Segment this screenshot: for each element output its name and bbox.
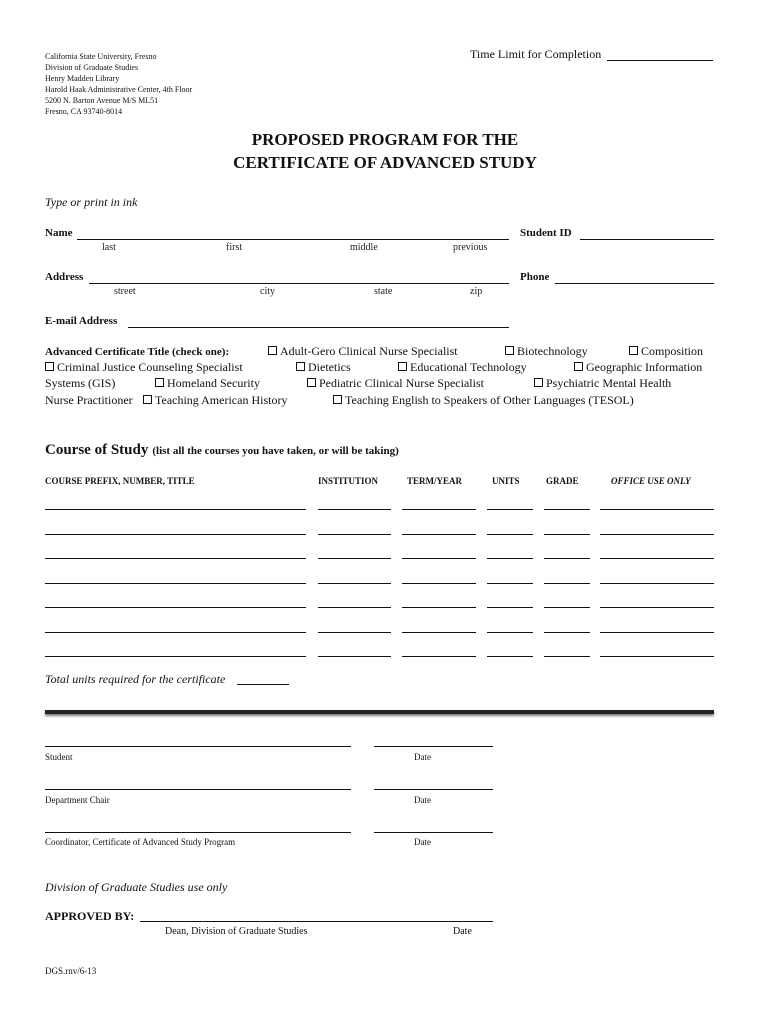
email-field[interactable]	[128, 327, 509, 328]
course-of-study-title: Course of Study	[45, 442, 149, 458]
address-part-city: city	[260, 286, 275, 297]
column-header-office-use: OFFICE USE ONLY	[611, 476, 691, 486]
option-educational-technology[interactable]: Educational Technology	[398, 360, 527, 375]
address-line: 5200 N. Barton Avenue M/S ML51	[45, 96, 159, 105]
address-line: Henry Madden Library	[45, 74, 120, 83]
coordinator-signature-label: Coordinator, Certificate of Advanced Study Program	[45, 837, 236, 847]
course-row-cell[interactable]	[487, 558, 533, 559]
checkbox[interactable]	[296, 362, 305, 371]
approved-by-field[interactable]	[140, 921, 493, 922]
column-header-term-year: TERM/YEAR	[407, 476, 463, 486]
course-row-cell[interactable]	[402, 632, 476, 633]
course-row-cell[interactable]	[487, 607, 533, 608]
address-block	[45, 51, 192, 117]
address-label: Address	[45, 271, 84, 283]
address-part-zip: zip	[470, 286, 483, 297]
name-part-middle: middle	[350, 242, 378, 253]
coordinator-date-field[interactable]	[374, 832, 493, 833]
course-row-cell[interactable]	[487, 509, 533, 510]
course-row-cell[interactable]	[600, 607, 714, 608]
checkbox[interactable]	[534, 378, 543, 387]
office-use-label: Division of Graduate Studies use only	[45, 880, 228, 894]
course-row-cell[interactable]	[402, 656, 476, 657]
student-id-field[interactable]	[580, 239, 714, 240]
time-limit-field[interactable]	[607, 60, 713, 61]
checkbox[interactable]	[629, 346, 638, 355]
course-row-cell[interactable]	[318, 656, 391, 657]
option-teaching-american-history[interactable]: Teaching American History	[143, 393, 287, 408]
student-signature-field[interactable]	[45, 746, 351, 747]
checkbox[interactable]	[268, 346, 277, 355]
column-header-grade: GRADE	[546, 476, 579, 486]
course-row-cell[interactable]	[45, 632, 306, 633]
student-id-label: Student ID	[520, 227, 572, 239]
course-row-cell[interactable]	[318, 607, 391, 608]
student-date-field[interactable]	[374, 746, 493, 747]
course-row-cell[interactable]	[544, 558, 590, 559]
option-criminal-justice[interactable]: Criminal Justice Counseling Specialist	[45, 360, 243, 375]
course-row-cell[interactable]	[402, 509, 476, 510]
course-row-cell[interactable]	[402, 583, 476, 584]
column-header-units: UNITS	[492, 476, 520, 486]
checkbox[interactable]	[45, 362, 54, 371]
course-row-cell[interactable]	[544, 534, 590, 535]
instruction-text: Type or print in ink	[45, 195, 138, 209]
chair-signature-label: Department Chair	[45, 795, 110, 805]
option-tesol[interactable]: Teaching English to Speakers of Other Languages (TESOL)	[333, 393, 634, 408]
coordinator-signature-field[interactable]	[45, 832, 351, 833]
course-row-cell[interactable]	[544, 656, 590, 657]
course-row-cell[interactable]	[318, 509, 391, 510]
section-divider	[45, 710, 714, 714]
option-biotechnology[interactable]: Biotechnology	[505, 344, 588, 359]
course-row-cell[interactable]	[544, 632, 590, 633]
chair-signature-field[interactable]	[45, 789, 351, 790]
course-row-cell[interactable]	[487, 583, 533, 584]
checkbox[interactable]	[143, 395, 152, 404]
coordinator-date-label: Date	[414, 837, 431, 847]
option-adult-gero[interactable]: Adult-Gero Clinical Nurse Specialist	[268, 344, 458, 359]
total-units-field[interactable]	[237, 684, 289, 685]
checkbox[interactable]	[398, 362, 407, 371]
course-of-study-note: (list all the courses you have taken, or will be taking)	[152, 445, 399, 457]
course-row-cell[interactable]	[544, 509, 590, 510]
page-title	[0, 128, 770, 174]
address-line: Harold Haak Administrative Center, 4th Floor	[45, 85, 193, 94]
name-part-first: first	[226, 242, 243, 253]
column-header-institution: INSTITUTION	[318, 476, 379, 486]
course-row-cell[interactable]	[45, 656, 306, 657]
name-label: Name	[45, 227, 73, 239]
course-row-cell[interactable]	[544, 583, 590, 584]
course-row-cell[interactable]	[45, 583, 306, 584]
course-row-cell[interactable]	[402, 607, 476, 608]
course-row-cell[interactable]	[600, 534, 714, 535]
approved-by-label: APPROVED BY:	[45, 909, 135, 923]
option-psychiatric-continued: Nurse Practitioner	[45, 393, 133, 407]
email-label: E-mail Address	[45, 315, 118, 327]
course-row-cell[interactable]	[45, 509, 306, 510]
name-part-previous: previous	[453, 242, 488, 253]
certificate-label: Advanced Certificate Title (check one):	[45, 346, 230, 358]
form-code: DGS.rnv/6-13	[45, 966, 97, 976]
dean-label: Dean, Division of Graduate Studies	[165, 926, 308, 937]
course-row-cell[interactable]	[600, 656, 714, 657]
option-homeland-security[interactable]: Homeland Security	[155, 376, 260, 391]
course-of-study-heading	[45, 441, 399, 459]
course-row-cell[interactable]	[318, 632, 391, 633]
dean-date-label: Date	[453, 926, 472, 937]
student-date-label: Date	[414, 752, 431, 762]
title-line-1: PROPOSED PROGRAM FOR THE	[251, 130, 519, 149]
name-part-last: last	[102, 242, 116, 253]
course-row-cell[interactable]	[318, 534, 391, 535]
option-gis[interactable]: Geographic Information	[574, 360, 702, 375]
course-row-cell[interactable]	[402, 558, 476, 559]
checkbox[interactable]	[307, 378, 316, 387]
address-line: Division of Graduate Studies	[45, 63, 139, 72]
student-signature-label: Student	[45, 752, 73, 762]
course-row-cell[interactable]	[487, 656, 533, 657]
option-gis-continued: Systems (GIS)	[45, 376, 116, 390]
option-composition[interactable]: Composition	[629, 344, 703, 359]
title-line-2: CERTIFICATE OF ADVANCED STUDY	[233, 153, 537, 172]
chair-date-field[interactable]	[374, 789, 493, 790]
address-part-street: street	[114, 286, 136, 297]
course-row-cell[interactable]	[45, 607, 306, 608]
course-row-cell[interactable]	[544, 607, 590, 608]
course-row-cell[interactable]	[600, 509, 714, 510]
column-header-course: COURSE PREFIX, NUMBER, TITLE	[45, 476, 195, 486]
course-row-cell[interactable]	[600, 558, 714, 559]
course-row-cell[interactable]	[487, 534, 533, 535]
phone-label: Phone	[520, 271, 550, 283]
address-line: California State University, Fresno	[45, 52, 157, 61]
checkbox[interactable]	[574, 362, 583, 371]
checkbox[interactable]	[505, 346, 514, 355]
option-pediatric[interactable]: Pediatric Clinical Nurse Specialist	[307, 376, 484, 391]
checkbox[interactable]	[155, 378, 164, 387]
course-row-cell[interactable]	[402, 534, 476, 535]
course-row-cell[interactable]	[600, 583, 714, 584]
total-units-label: Total units required for the certificate	[45, 672, 226, 686]
address-field[interactable]	[89, 283, 509, 284]
course-row-cell[interactable]	[45, 558, 306, 559]
course-row-cell[interactable]	[45, 534, 306, 535]
certificate-row-1	[45, 344, 229, 359]
option-psychiatric[interactable]: Psychiatric Mental Health	[534, 376, 671, 391]
checkbox[interactable]	[333, 395, 342, 404]
time-limit-label: Time Limit for Completion	[470, 47, 602, 61]
course-row-cell[interactable]	[318, 558, 391, 559]
name-field[interactable]	[77, 239, 509, 240]
address-line: Fresno, CA 93740-8014	[45, 107, 123, 116]
chair-date-label: Date	[414, 795, 431, 805]
course-row-cell[interactable]	[318, 583, 391, 584]
address-part-state: state	[374, 286, 393, 297]
course-row-cell[interactable]	[487, 632, 533, 633]
phone-field[interactable]	[555, 283, 714, 284]
option-dietetics[interactable]: Dietetics	[296, 360, 351, 375]
course-row-cell[interactable]	[600, 632, 714, 633]
